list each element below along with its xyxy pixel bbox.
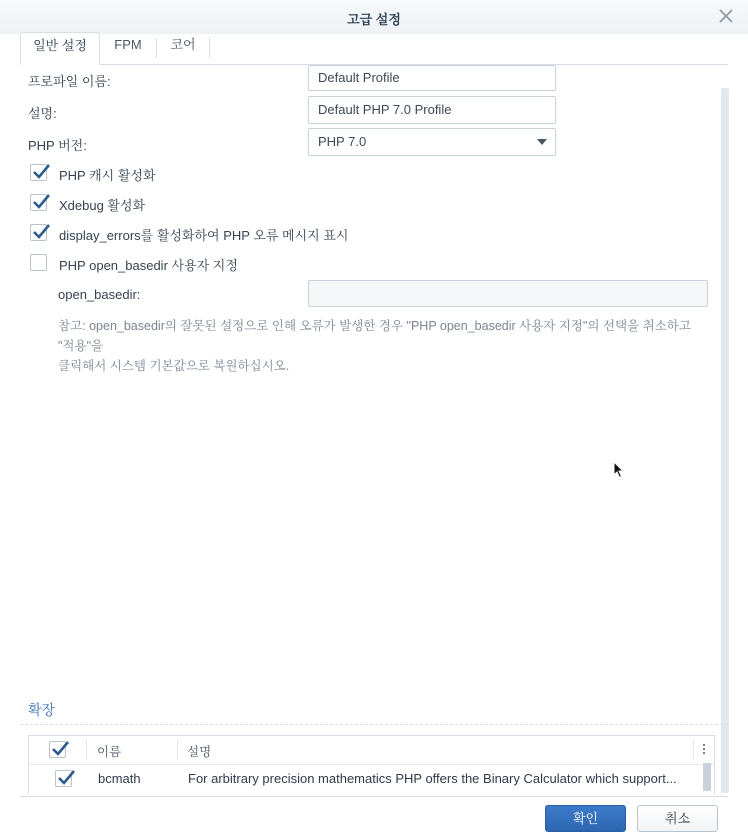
column-divider <box>693 740 694 760</box>
extension-description: For arbitrary precision mathematics PHP offers the Binary Calculator which support... <box>188 771 677 786</box>
profile-name-field[interactable]: Default Profile <box>308 65 556 91</box>
open-basedir-field[interactable] <box>308 280 708 307</box>
tab-general[interactable] <box>20 32 100 65</box>
column-header-description[interactable]: 설명 <box>187 745 212 759</box>
column-menu-icon[interactable] <box>703 744 706 756</box>
dialog-titlebar <box>0 0 748 34</box>
xdebug-checkbox[interactable] <box>30 194 47 211</box>
row-checkbox[interactable] <box>55 770 72 787</box>
xdebug-label: Xdebug 활성화 <box>59 198 146 213</box>
select-all-checkbox[interactable] <box>49 741 66 758</box>
open-basedir-checkbox[interactable] <box>30 254 47 271</box>
note-line: 참고: open_basedir의 잘못된 설정으로 인해 오류가 발생한 경우 "PHP open_basedir 사용자 지정"의 선택을 취소하고 "적용"을 <box>58 319 691 353</box>
tab-divider <box>209 38 210 58</box>
grid-scrollbar[interactable] <box>703 763 711 791</box>
tab-core-label: 코어 <box>170 37 196 52</box>
extension-name: bcmath <box>98 771 141 786</box>
profile-name-label: 프로파일 이름: <box>28 74 111 89</box>
php-cache-label: PHP 캐시 활성화 <box>59 168 156 183</box>
content-scrollbar[interactable] <box>721 88 729 793</box>
grid-header <box>29 736 714 765</box>
php-cache-checkbox[interactable] <box>30 164 47 181</box>
note-line: 클릭해서 시스템 기본값으로 복원하십시오. <box>58 359 290 373</box>
open-basedir-label: open_basedir: <box>58 287 141 302</box>
general-settings-panel <box>20 65 716 695</box>
description-label: 설명: <box>28 106 57 121</box>
chevron-down-icon[interactable] <box>537 139 547 145</box>
tab-fpm-label: FPM <box>114 37 142 52</box>
column-divider <box>86 740 87 760</box>
tab-bar <box>20 32 728 65</box>
php-version-label: PHP 버전: <box>28 138 87 153</box>
ok-button[interactable]: 확인 <box>545 805 626 832</box>
column-header-name[interactable]: 이름 <box>97 745 122 759</box>
display-errors-label: display_errors를 활성화하여 PHP 오류 메시지 표시 <box>59 228 349 243</box>
tab-core[interactable] <box>157 32 209 64</box>
dialog-title: 고급 설정 <box>347 12 401 27</box>
display-errors-checkbox[interactable] <box>30 224 47 241</box>
table-row[interactable] <box>29 765 714 793</box>
open-basedir-custom-label: PHP open_basedir 사용자 지정 <box>59 258 238 273</box>
mouse-cursor-icon <box>613 461 625 482</box>
open-basedir-note <box>58 316 710 376</box>
tab-fpm[interactable] <box>100 32 156 64</box>
section-divider <box>20 724 728 725</box>
footer-divider <box>20 796 728 797</box>
close-icon[interactable] <box>718 8 734 24</box>
cancel-button[interactable]: 취소 <box>637 805 718 832</box>
column-divider <box>177 740 178 760</box>
description-field[interactable]: Default PHP 7.0 Profile <box>308 96 556 124</box>
extensions-grid <box>28 735 715 794</box>
php-version-select[interactable] <box>308 128 556 156</box>
extensions-title: 확장 <box>28 702 56 718</box>
tab-general-label: 일반 설정 <box>33 38 87 53</box>
php-version-value: PHP 7.0 <box>318 134 367 149</box>
